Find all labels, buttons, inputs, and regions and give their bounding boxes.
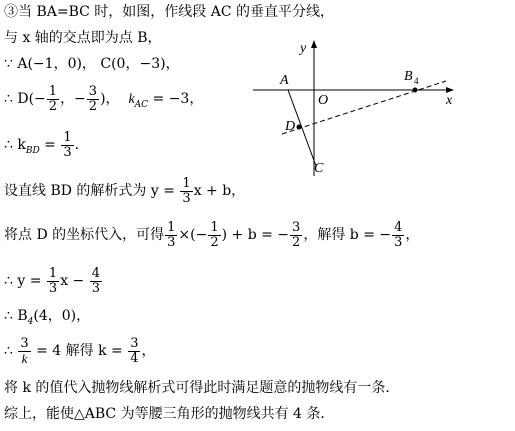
y-axis-arrow-icon	[311, 40, 317, 48]
label-a: A	[280, 73, 289, 88]
frac-1-3-d: $\frac{1}{3}$	[48, 265, 58, 296]
label-b: B	[404, 69, 413, 84]
line-5-post: ．	[74, 137, 89, 153]
k-ac-value: = −3，	[148, 91, 204, 107]
line-7-pre: 将点 D 的坐标代入，可得	[4, 227, 165, 243]
line-6-post: x + b，	[193, 183, 246, 199]
label-c: C	[314, 161, 324, 176]
line-2: 与 x 轴的交点即为点 B，	[4, 30, 162, 46]
label-b-sub: 4	[414, 76, 419, 86]
line-7-b: ) + b = −	[221, 227, 290, 243]
line-9	[4, 306, 90, 332]
line-6-pre: 设直线 BD 的解析式为 y =	[4, 183, 180, 199]
line-7-a: ×(−	[178, 227, 208, 243]
frac-3-2: $\frac{3}{2}$	[88, 83, 98, 114]
b4-sub: 4	[27, 316, 34, 327]
point-b4	[413, 88, 418, 93]
line-7-c: ，解得 b = −	[303, 227, 392, 243]
frac-3-2-b: $\frac{3}{2}$	[292, 219, 301, 250]
line-7-d: ，	[405, 227, 420, 243]
k-bd-sub: BD	[25, 145, 40, 156]
line-10-pre: ∴	[4, 343, 18, 359]
line-4-mid: ，−	[60, 91, 86, 107]
frac-1-3-a: $\frac{1}{3}$	[63, 129, 72, 160]
label-y: y	[300, 41, 307, 56]
frac-3-4: $\frac{3}{4}$	[130, 335, 139, 366]
line-11: 将 k 的值代入抛物线解析式可得此时满足题意的抛物线有一条．	[4, 380, 400, 396]
line-8	[4, 266, 103, 296]
frac-1-2-b: $\frac{1}{2}$	[210, 219, 219, 250]
line-5-eq: =	[39, 137, 61, 153]
k-ac-label: k	[128, 92, 135, 107]
frac-1-2: $\frac{1}{2}$	[48, 83, 58, 114]
line-8-pre: ∴ y =	[4, 273, 46, 289]
line-4-pre: ∴ D(−	[4, 91, 46, 107]
line-1: ③当 BA=BC 时，如图，作线段 AC 的垂直平分线，	[4, 4, 335, 20]
line-4	[4, 84, 203, 120]
frac-1-3-b: $\frac{1}{3}$	[182, 175, 191, 206]
line-5	[4, 130, 89, 166]
line-5-pre: ∴ k	[4, 137, 26, 153]
line-10-post: ，	[141, 343, 156, 359]
point-d	[297, 125, 302, 130]
line-8-mid: x −	[60, 273, 89, 289]
line-bd-dashed	[282, 81, 446, 134]
line-4-post: )，	[100, 91, 120, 107]
line-10-mid: = 4 解得 k =	[31, 343, 128, 359]
frac-1-3-c: $\frac{1}{3}$	[167, 219, 176, 250]
k-ac-sub: AC	[134, 99, 149, 110]
line-12: 综上，能使△ABC 为等腰三角形的抛物线共有 4 条．	[4, 406, 335, 422]
line-9-pre: ∴ B	[4, 308, 28, 324]
line-10	[4, 336, 155, 366]
line-6	[4, 176, 245, 206]
line-7	[4, 220, 419, 250]
label-d: D	[285, 119, 296, 134]
line-3: ∵ A(−1，0)， C(0，−3)，	[4, 56, 180, 72]
frac-4-3-b: $\frac{4}{3}$	[91, 265, 100, 296]
label-o: O	[318, 93, 329, 108]
frac-3-k: $\frac{3}{k}$	[20, 335, 29, 366]
line-9-post: (4，0)，	[33, 308, 91, 324]
frac-4-3-a: $\frac{4}{3}$	[394, 219, 403, 250]
label-x: x	[446, 93, 453, 108]
